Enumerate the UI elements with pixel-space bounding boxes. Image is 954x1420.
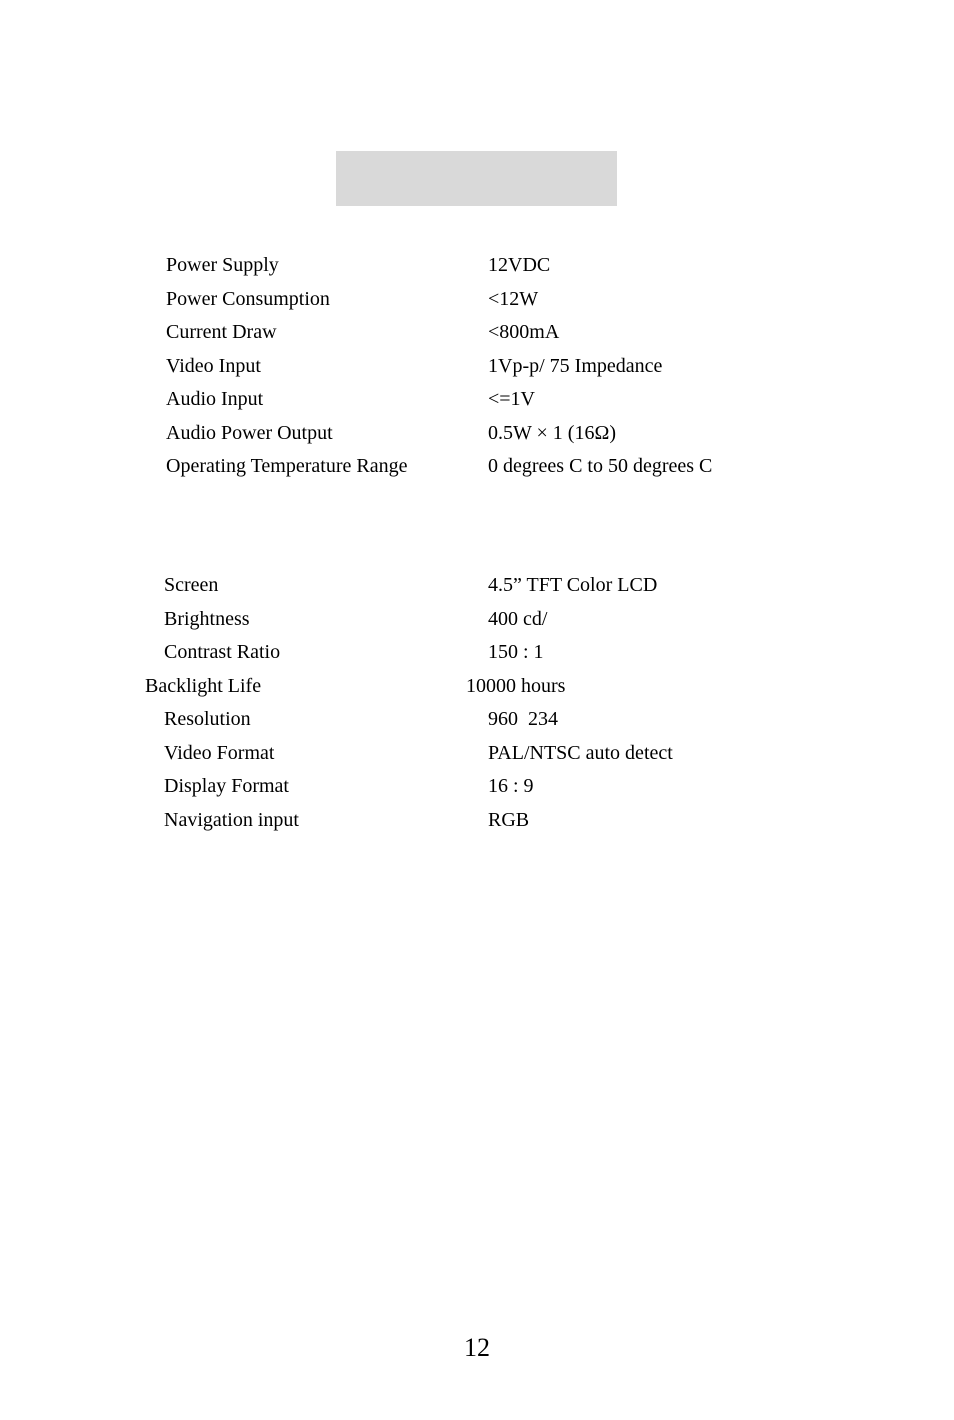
spec-row-resolution xyxy=(0,703,954,737)
spec-value: 1Vp-p/ 75 Impedance xyxy=(488,354,663,377)
spec-value: 0 degrees C to 50 degrees C xyxy=(488,455,713,477)
spec-label: Power Supply xyxy=(166,254,279,276)
spec-row-video-format xyxy=(0,737,954,771)
spec-value: RGB xyxy=(488,808,530,831)
spec-label: Operating Temperature Range xyxy=(166,455,408,477)
spec-label: Audio Input xyxy=(166,388,264,410)
spec-value: PAL/NTSC auto detect xyxy=(488,741,673,764)
spec-row-display-format xyxy=(0,770,954,804)
spec-row-screen xyxy=(0,569,954,603)
spec-value: <12W xyxy=(488,287,539,310)
spec-value: 12VDC xyxy=(488,254,551,276)
page-number: 12 xyxy=(464,1333,490,1362)
spec-label: Video Format xyxy=(164,741,275,764)
spec-row-audio-input xyxy=(0,383,954,417)
spec-value: 16 : 9 xyxy=(488,775,534,797)
spec-label: Audio Power Output xyxy=(166,421,333,444)
spec-row-audio-power-output xyxy=(0,417,954,451)
spec-value: 150 : 1 xyxy=(488,641,544,663)
spec-label: Display Format xyxy=(164,775,289,797)
spec-label: Contrast Ratio xyxy=(164,641,281,663)
display-specs-table xyxy=(0,569,954,837)
spec-label: Backlight Life xyxy=(145,674,262,697)
spec-row-brightness xyxy=(0,603,954,637)
spec-row-navigation-input xyxy=(0,804,954,838)
spec-row-current-draw xyxy=(0,316,954,350)
spec-value: 400 cd/ xyxy=(488,607,548,630)
spec-row-video-input xyxy=(0,350,954,384)
spec-row-backlight-life xyxy=(0,670,954,704)
spec-value: 960 234 xyxy=(488,708,558,730)
spec-value: 10000 hours xyxy=(466,674,566,697)
spec-label: Screen xyxy=(164,574,219,596)
spec-label: Current Draw xyxy=(166,321,277,343)
spec-row-power-consumption xyxy=(0,283,954,317)
spec-value: <800mA xyxy=(488,321,560,343)
spec-label: Power Consumption xyxy=(166,287,330,310)
spec-label: Resolution xyxy=(164,708,251,730)
spec-label: Video Input xyxy=(166,354,261,377)
section-title-bar xyxy=(336,151,617,206)
spec-label: Navigation input xyxy=(164,808,299,831)
spec-label: Brightness xyxy=(164,607,250,630)
spec-value: 4.5” TFT Color LCD xyxy=(488,574,658,596)
spec-row-operating-temperature xyxy=(0,450,954,484)
spec-value: <=1V xyxy=(488,388,536,410)
electrical-specs-table xyxy=(0,249,954,484)
spec-value: 0.5W × 1 (16Ω) xyxy=(488,421,616,444)
spec-row-contrast-ratio xyxy=(0,636,954,670)
spec-row-power-supply xyxy=(0,249,954,283)
